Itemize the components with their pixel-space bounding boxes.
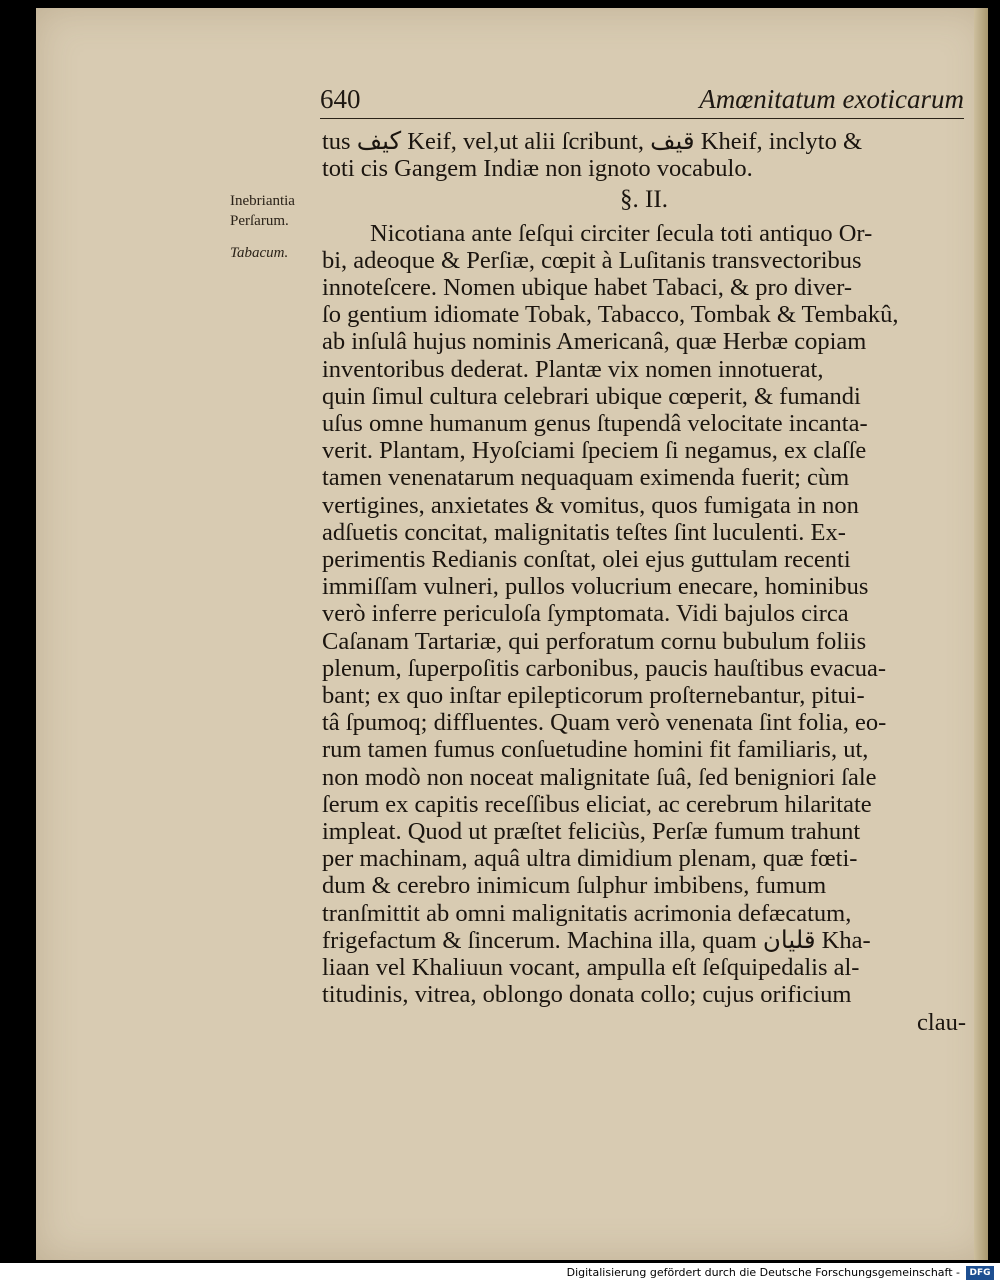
page-header xyxy=(320,84,964,119)
section-heading: §. II. xyxy=(620,186,668,214)
margin-note-persarum: Perſarum. xyxy=(230,213,289,229)
text-line: inventoribus dederat. Plantæ vix nomen innotuerat, xyxy=(322,355,824,383)
text-line: adſuetis concitat, malignitatis teſtes ſint luculenti. Ex- xyxy=(322,518,846,546)
text-line: ſerum ex capitis receſſibus eliciat, ac cerebrum hilaritate xyxy=(322,790,872,818)
text-line: liaan vel Khaliuun vocant, ampulla eſt ſeſquipedalis al- xyxy=(322,954,860,982)
text-line: Caſanam Tartariæ, qui perforatum cornu bubulum foliis xyxy=(322,627,867,655)
text-line: Nicotiana ante ſeſqui circiter ſecula toti antiquo Or- xyxy=(370,219,873,247)
text-line: impleat. Quod ut præſtet feliciùs, Perſæ fumum trahunt xyxy=(322,818,861,846)
margin-note-inebriantia: Inebriantia xyxy=(230,193,295,209)
text-line: innoteſcere. Nomen ubique habet Tabaci, & pro diver- xyxy=(322,274,853,302)
text-line: uſus omne humanum genus ſtupendâ velocitate incanta- xyxy=(322,410,868,438)
footer-bar xyxy=(0,1263,1000,1285)
text-line: verò inferre periculoſa ſymptomata. Vidi bajulos circa xyxy=(322,600,849,628)
text-line: quin ſimul cultura celebrari ubique cœperit, & fumandi xyxy=(322,382,861,410)
body-text xyxy=(322,128,966,1036)
text-line: vertigines, anxietates & vomitus, quos fumigata in non xyxy=(322,491,859,519)
text-line: tâ ſpumoq; diffluentes. Quam verò venenata ſint folia, eo- xyxy=(322,709,887,737)
text-line: toti cis Gangem Indiæ non ignoto vocabulo. xyxy=(322,155,753,183)
text-line: dum & cerebro inimicum ſulphur imbibens, fumum xyxy=(322,872,827,900)
catchword: clau- xyxy=(917,1008,966,1036)
book-page xyxy=(36,8,988,1260)
text-line: ab inſulâ hujus nominis Americanâ, quæ Herbæ copiam xyxy=(322,328,867,356)
text-line: verit. Plantam, Hyoſciami ſpeciem ſi negamus, ex claſſe xyxy=(322,437,867,465)
footer-credit: Digitalisierung gefördert durch die Deutsche Forschungsgemeinschaft - xyxy=(566,1266,960,1279)
text-line: tus كيف Keif, vel,ut alii ſcribunt, قيف Kheif, inclyto & xyxy=(322,128,863,155)
text-line: titudinis, vitrea, oblongo donata collo; cujus orificium xyxy=(322,981,852,1009)
margin-note-tabacum: Tabacum. xyxy=(230,245,289,261)
text-line: immiſſam vulneri, pullos volucrium enecare, hominibus xyxy=(322,573,869,601)
text-line: plenum, ſuperpoſitis carbonibus, paucis hauſtibus evacua- xyxy=(322,654,887,682)
dfg-logo-icon: DFG xyxy=(966,1266,994,1280)
running-head: Amœnitatum exoticarum xyxy=(699,84,964,114)
text-line: rum tamen fumus conſuetudine homini fit familiaris, ut, xyxy=(322,736,869,764)
text-line: bant; ex quo inſtar epilepticorum proſternebantur, pitui- xyxy=(322,682,865,710)
page-edge xyxy=(974,8,988,1260)
text-line: non modò non noceat malignitate ſuâ, ſed benigniori ſale xyxy=(322,763,877,791)
text-line: per machinam, aquâ ultra dimidium plenam, quæ fœti- xyxy=(322,845,858,873)
text-line: frigefactum & ſincerum. Machina illa, quam قليان Kha- xyxy=(322,926,871,954)
page-number: 640 xyxy=(320,84,361,114)
text-line: bi, adeoque & Perſiæ, cœpit à Luſitanis transvectoribus xyxy=(322,246,862,274)
text-line: perimentis Redianis conſtat, olei ejus guttulam recenti xyxy=(322,546,851,574)
text-line: ſo gentium idiomate Tobak, Tabacco, Tombak & Tembakû, xyxy=(322,301,899,329)
text-line: tamen venenatarum nequaquam eximenda fuerit; cùm xyxy=(322,464,850,492)
text-line: tranſmittit ab omni malignitatis acrimonia defæcatum, xyxy=(322,899,852,927)
